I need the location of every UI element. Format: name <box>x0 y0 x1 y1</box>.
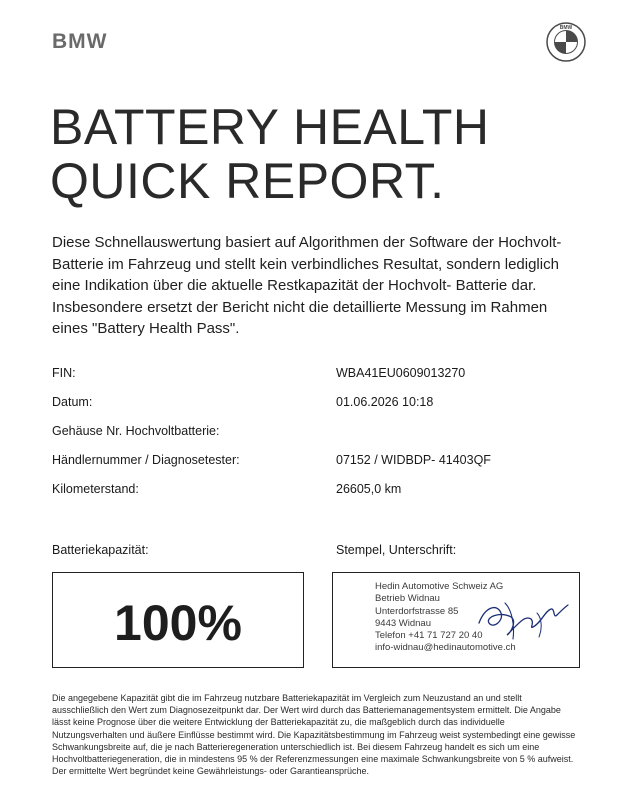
detail-row-kilometerstand <box>52 482 592 502</box>
detail-row-fin <box>52 366 592 386</box>
stamp-line: Hedin Automotive Schweiz AG <box>375 581 504 592</box>
stamp-line: Unterdorfstrasse 85 <box>375 605 459 617</box>
capacity-box <box>52 572 304 668</box>
capacity-label: Batteriekapazität: <box>52 543 149 557</box>
detail-label: FIN: <box>52 366 76 380</box>
disclaimer-footnote: Die angegebene Kapazität gibt die im Fahrzeug nutzbare Batteriekapazität im Vergleich zum Neuzustand an und stellt ausschließlich den Wert zum Diagnosezeitpunkt dar. Der Wert wird durch das Batteriemanagementsystem ermittelt. Die Angabe lässt keine Prognose über die weitere Entwicklung der Batteriekapazität zu, die maßgeblich durch das individuelle Nutzungsverhalten und äußere Einflüsse bestimmt wird. Die Kapazitätsbestimmung im Fahrzeug weist systembedingt eine gewisse Schwankungsbreite auf, die je nach Batterieregeneration unterschiedlich ist. Bei diesem Fahrzeug handelt es sich um eine Hochvoltbatteriegeneration, die in mindestens 95 % der Referenzmessungen eine maximale Schwankungsbreite von 5 % aufweist. Der ermittelte Wert begründet keine Gewährleistungs- oder Garantieansprüche. <box>52 693 576 777</box>
intro-paragraph: Diese Schnellauswertung basiert auf Algorithmen der Software der Hochvolt- Batterie im Fahrzeug und stellt kein verbindliches Resultat, sondern lediglich eine Indikation über die aktuelle Restkapazität der Hochvolt- Batterie dar. Insbesondere ersetzt der Bericht nicht die detaillierte Messung im Rahmen eines "Battery Health Pass". <box>52 234 562 337</box>
brand-wordmark: BMW <box>52 30 108 53</box>
stamp-line: Telefon +41 71 727 20 40 <box>375 630 483 642</box>
report-title-line-2: QUICK REPORT. <box>50 153 445 209</box>
capacity-value: 100% <box>114 595 242 651</box>
logo-text: BMW <box>559 25 573 31</box>
bmw-roundel-logo-icon <box>546 22 586 62</box>
detail-label: Datum: <box>52 395 93 409</box>
detail-value: 07152 / WIDBDP- 41403QF <box>336 453 491 467</box>
stamp-line: 9443 Widnau <box>375 617 431 629</box>
stamp-box <box>332 572 580 668</box>
detail-row-haendlernummer <box>52 453 592 473</box>
detail-value: 26605,0 km <box>336 482 402 496</box>
detail-label: Kilometerstand: <box>52 482 139 496</box>
stamp-line: Betrieb Widnau <box>375 593 440 605</box>
detail-label: Händlernummer / Diagnosetester: <box>52 453 240 467</box>
report-title-line-1: BATTERY HEALTH <box>50 99 490 155</box>
detail-row-datum <box>52 395 592 415</box>
detail-value: 01.06.2026 10:18 <box>336 395 434 409</box>
detail-row-gehaeuse <box>52 424 592 444</box>
stamp-line: info-widnau@hedinautomotive.ch <box>375 642 516 654</box>
handwritten-signature-icon <box>471 593 571 645</box>
report-title <box>50 100 490 208</box>
detail-value: WBA41EU0609013270 <box>336 366 466 380</box>
stamp-label: Stempel, Unterschrift: <box>336 543 457 557</box>
detail-label: Gehäuse Nr. Hochvoltbatterie: <box>52 424 220 438</box>
